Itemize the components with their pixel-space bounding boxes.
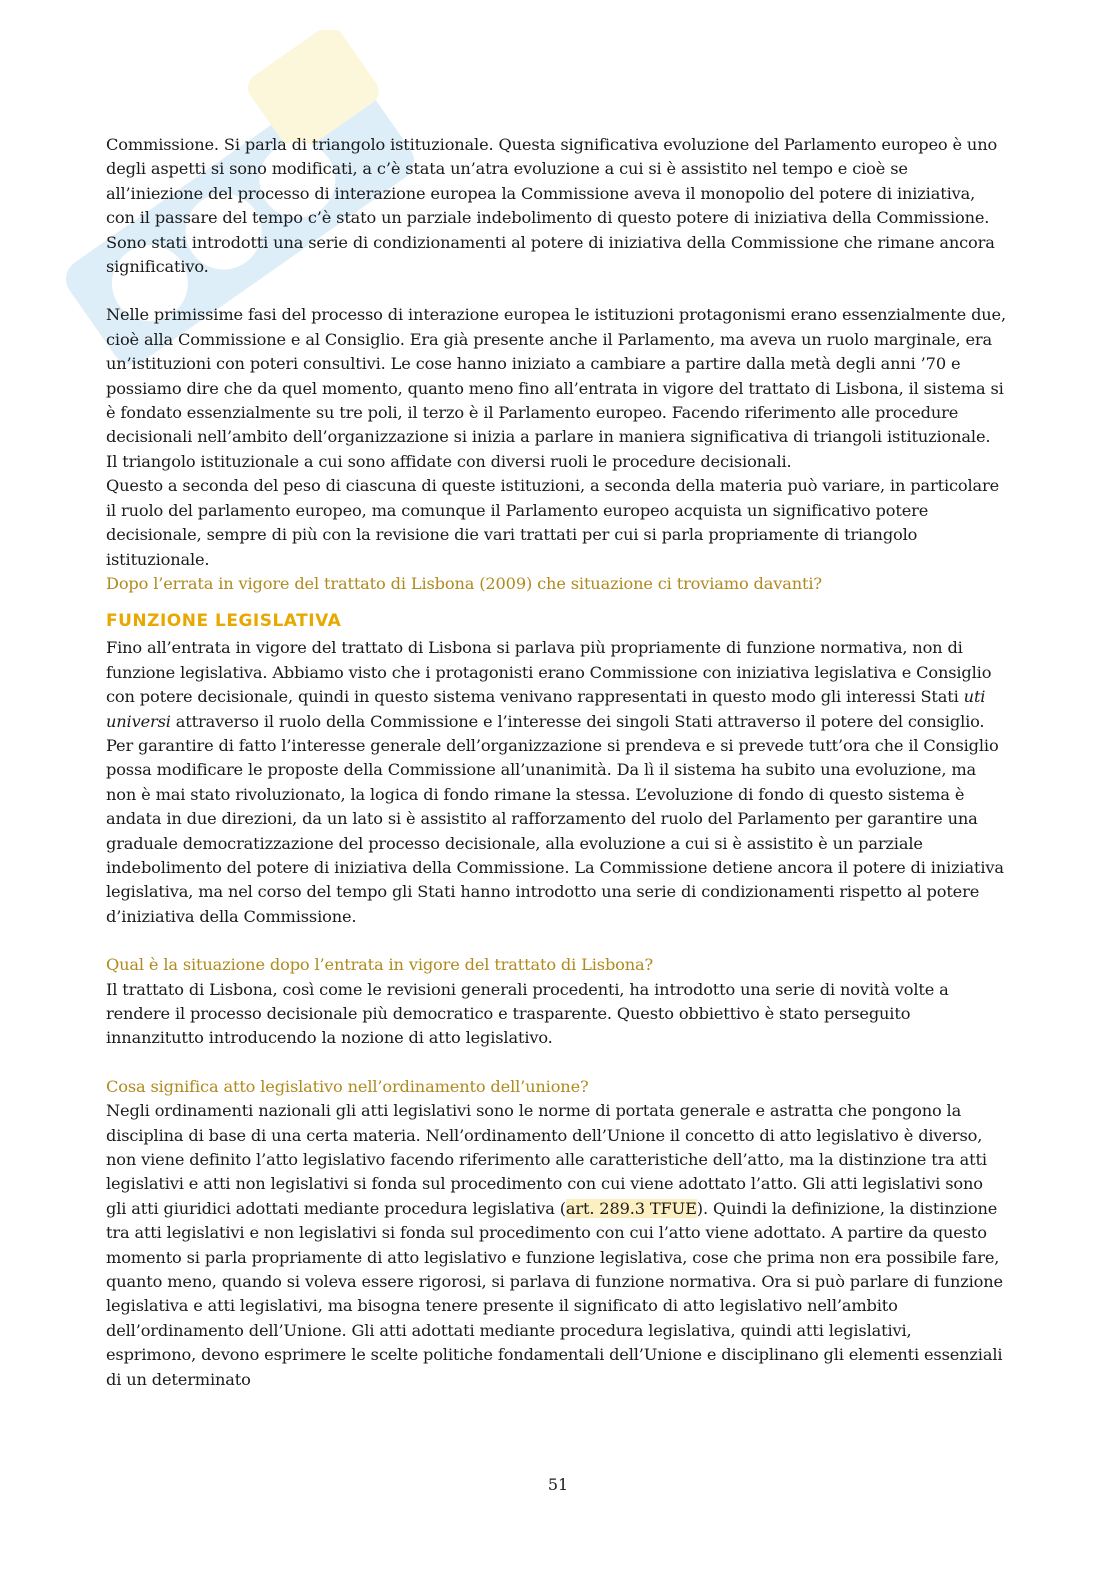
question-1: Dopo l’errata in vigore del trattato di Lisbona (2009) che situazione ci troviamo davanti? xyxy=(106,573,822,593)
paragraph-4 xyxy=(106,636,1006,929)
italic-term: uti universi xyxy=(106,687,986,731)
paragraph-3: Questo a seconda del peso di ciascuna di queste istituzioni, a seconda della materia può variare, in particolare il ruolo del parlamento europeo, ma comunque il Parlamento europeo acquista un significativo potere decisionale, sempre di più con la revisione die vari trattati per cui si parla propriamente di triangolo istituzionale. xyxy=(106,476,1000,569)
question-3: Cosa significa atto legislativo nell’ordinamento dell’unione? xyxy=(106,1076,589,1096)
section-heading: FUNZIONE LEGISLATIVA xyxy=(106,611,342,632)
paragraph-6 xyxy=(106,1099,1006,1392)
paragraph-4-part-b: attraverso il ruolo della Commissione e l’interesse dei singoli Stati attraverso il potere del consiglio. Per garantire di fatto l’interesse generale dell’organizzazione si prendeva e si prevede tutt’ora che il Consiglio possa modificare le proposte della Commissione all’unanimità. Da lì il sistema ha subito una evoluzione, ma non è mai stato rivoluzionato, la logica di fondo rimane la stessa. L’evoluzione di fondo di questo sistema è andata in due direzioni, da un lato si è assistito al rafforzamento del ruolo del Parlamento per garantire una graduale democratizzazione del processo decisionale, alla evoluzione a cui si è assistito è un parziale indebolimento del potere di iniziativa della Commissione. La Commissione detiene ancora il potere di iniziativa legislativa, ma nel corso del tempo gli Stati hanno introdotto una serie di condizionamenti rispetto al potere d’iniziativa della Commissione. xyxy=(106,711,1004,926)
paragraph-5: Il trattato di Lisbona, così come le revisioni generali procedenti, ha introdotto una serie di novità volte a rendere il processo decisionale più democratico e trasparente. Questo obbiettivo è stato perseguito innanzitutto introducendo la nozione di atto legislativo. xyxy=(106,979,949,1048)
paragraph-4-part-a: Fino all’entrata in vigore del trattato di Lisbona si parlava più propriamente di funzione normativa, non di funzione legislativa. Abbiamo visto che i protagonisti erano Commissione con iniziativa legislativa e Consiglio con potere decisionale, quindi in questo sistema venivano rappresentati in questo modo gli interessi Stati xyxy=(106,638,992,707)
paragraph-6-part-a: Negli ordinamenti nazionali gli atti legislativi sono le norme di portata generale e astratta che pongono la disciplina di base di una certa materia. Nell’ordinamento dell’Unione il concetto di atto legislativo è diverso, non viene definito l’atto legislativo facendo riferimento alle caratteristiche dell’atto, ma la distinzione tra atti legislativi e atti non legislativi si fonda sul procedimento con cui viene adottato l’atto. Gli atti legislativi sono gli atti giuridici adottati mediante procedura legislativa ( xyxy=(106,1101,987,1218)
document-body xyxy=(106,133,1006,1392)
paragraph-2: Nelle primissime fasi del processo di interazione europea le istituzioni protagonismi erano essenzialmente due, cioè alla Commissione e al Consiglio. Era già presente anche il Parlamento, ma aveva un ruolo marginale, era un’istituzioni con poteri consultivi. Le cose hanno iniziato a cambiare a partire dalla metà degli anni ’70 e possiamo dire che da quel momento, quanto meno fino all’entrata in vigore del trattato di Lisbona, il sistema si è fondato essenzialmente su tre poli, il terzo è il Parlamento europeo. Facendo riferimento alle procedure decisionali nell’ambito dell’organizzazione si inizia a parlare in maniera significativa di triangoli istituzionale. Il triangolo istituzionale a cui sono affidate con diversi ruoli le procedure decisionali. xyxy=(106,305,1006,471)
paragraph-6-part-b: ). Quindi la definizione, la distinzione tra atti legislativi e non legislativi si fonda sul procedimento con cui l’atto viene adottato. A partire da questo momento si parla propriamente di atto legislativo e funzione legislativa, cose che prima non era possibile fare, quanto meno, quando si voleva essere rigorosi, si parlava di funzione normativa. Ora si può parlare di funzione legislativa e atti legislativi, ma bisogna tenere presente il significato di atto legislativo nell’ambito dell’ordinamento dell’Unione. Gli atti adottati mediante procedura legislativa, quindi atti legislativi, esprimono, devono esprimere le scelte politiche fondamentali dell’Unione e disciplinano gli elementi essenziali di un determinato xyxy=(106,1198,1003,1389)
article-reference: art. 289.3 TFUE xyxy=(565,1198,697,1218)
page-number: 51 xyxy=(547,1475,569,1494)
question-2: Qual è la situazione dopo l’entrata in vigore del trattato di Lisbona? xyxy=(106,955,654,975)
paragraph-1: Commissione. Si parla di triangolo istituzionale. Questa significativa evoluzione del Parlamento europeo è uno degli aspetti si sono modificati, a c’è stata un’atra evoluzione a cui si è assistito nel tempo e cioè se all’iniezione del processo di interazione europea la Commissione aveva il monopolio del potere di iniziativa, con il passare del tempo c’è stato un parziale indebolimento di questo potere di iniziativa della Commissione. Sono stati introdotti una serie di condizionamenti al potere di iniziativa della Commissione che rimane ancora significativo. xyxy=(106,135,998,277)
